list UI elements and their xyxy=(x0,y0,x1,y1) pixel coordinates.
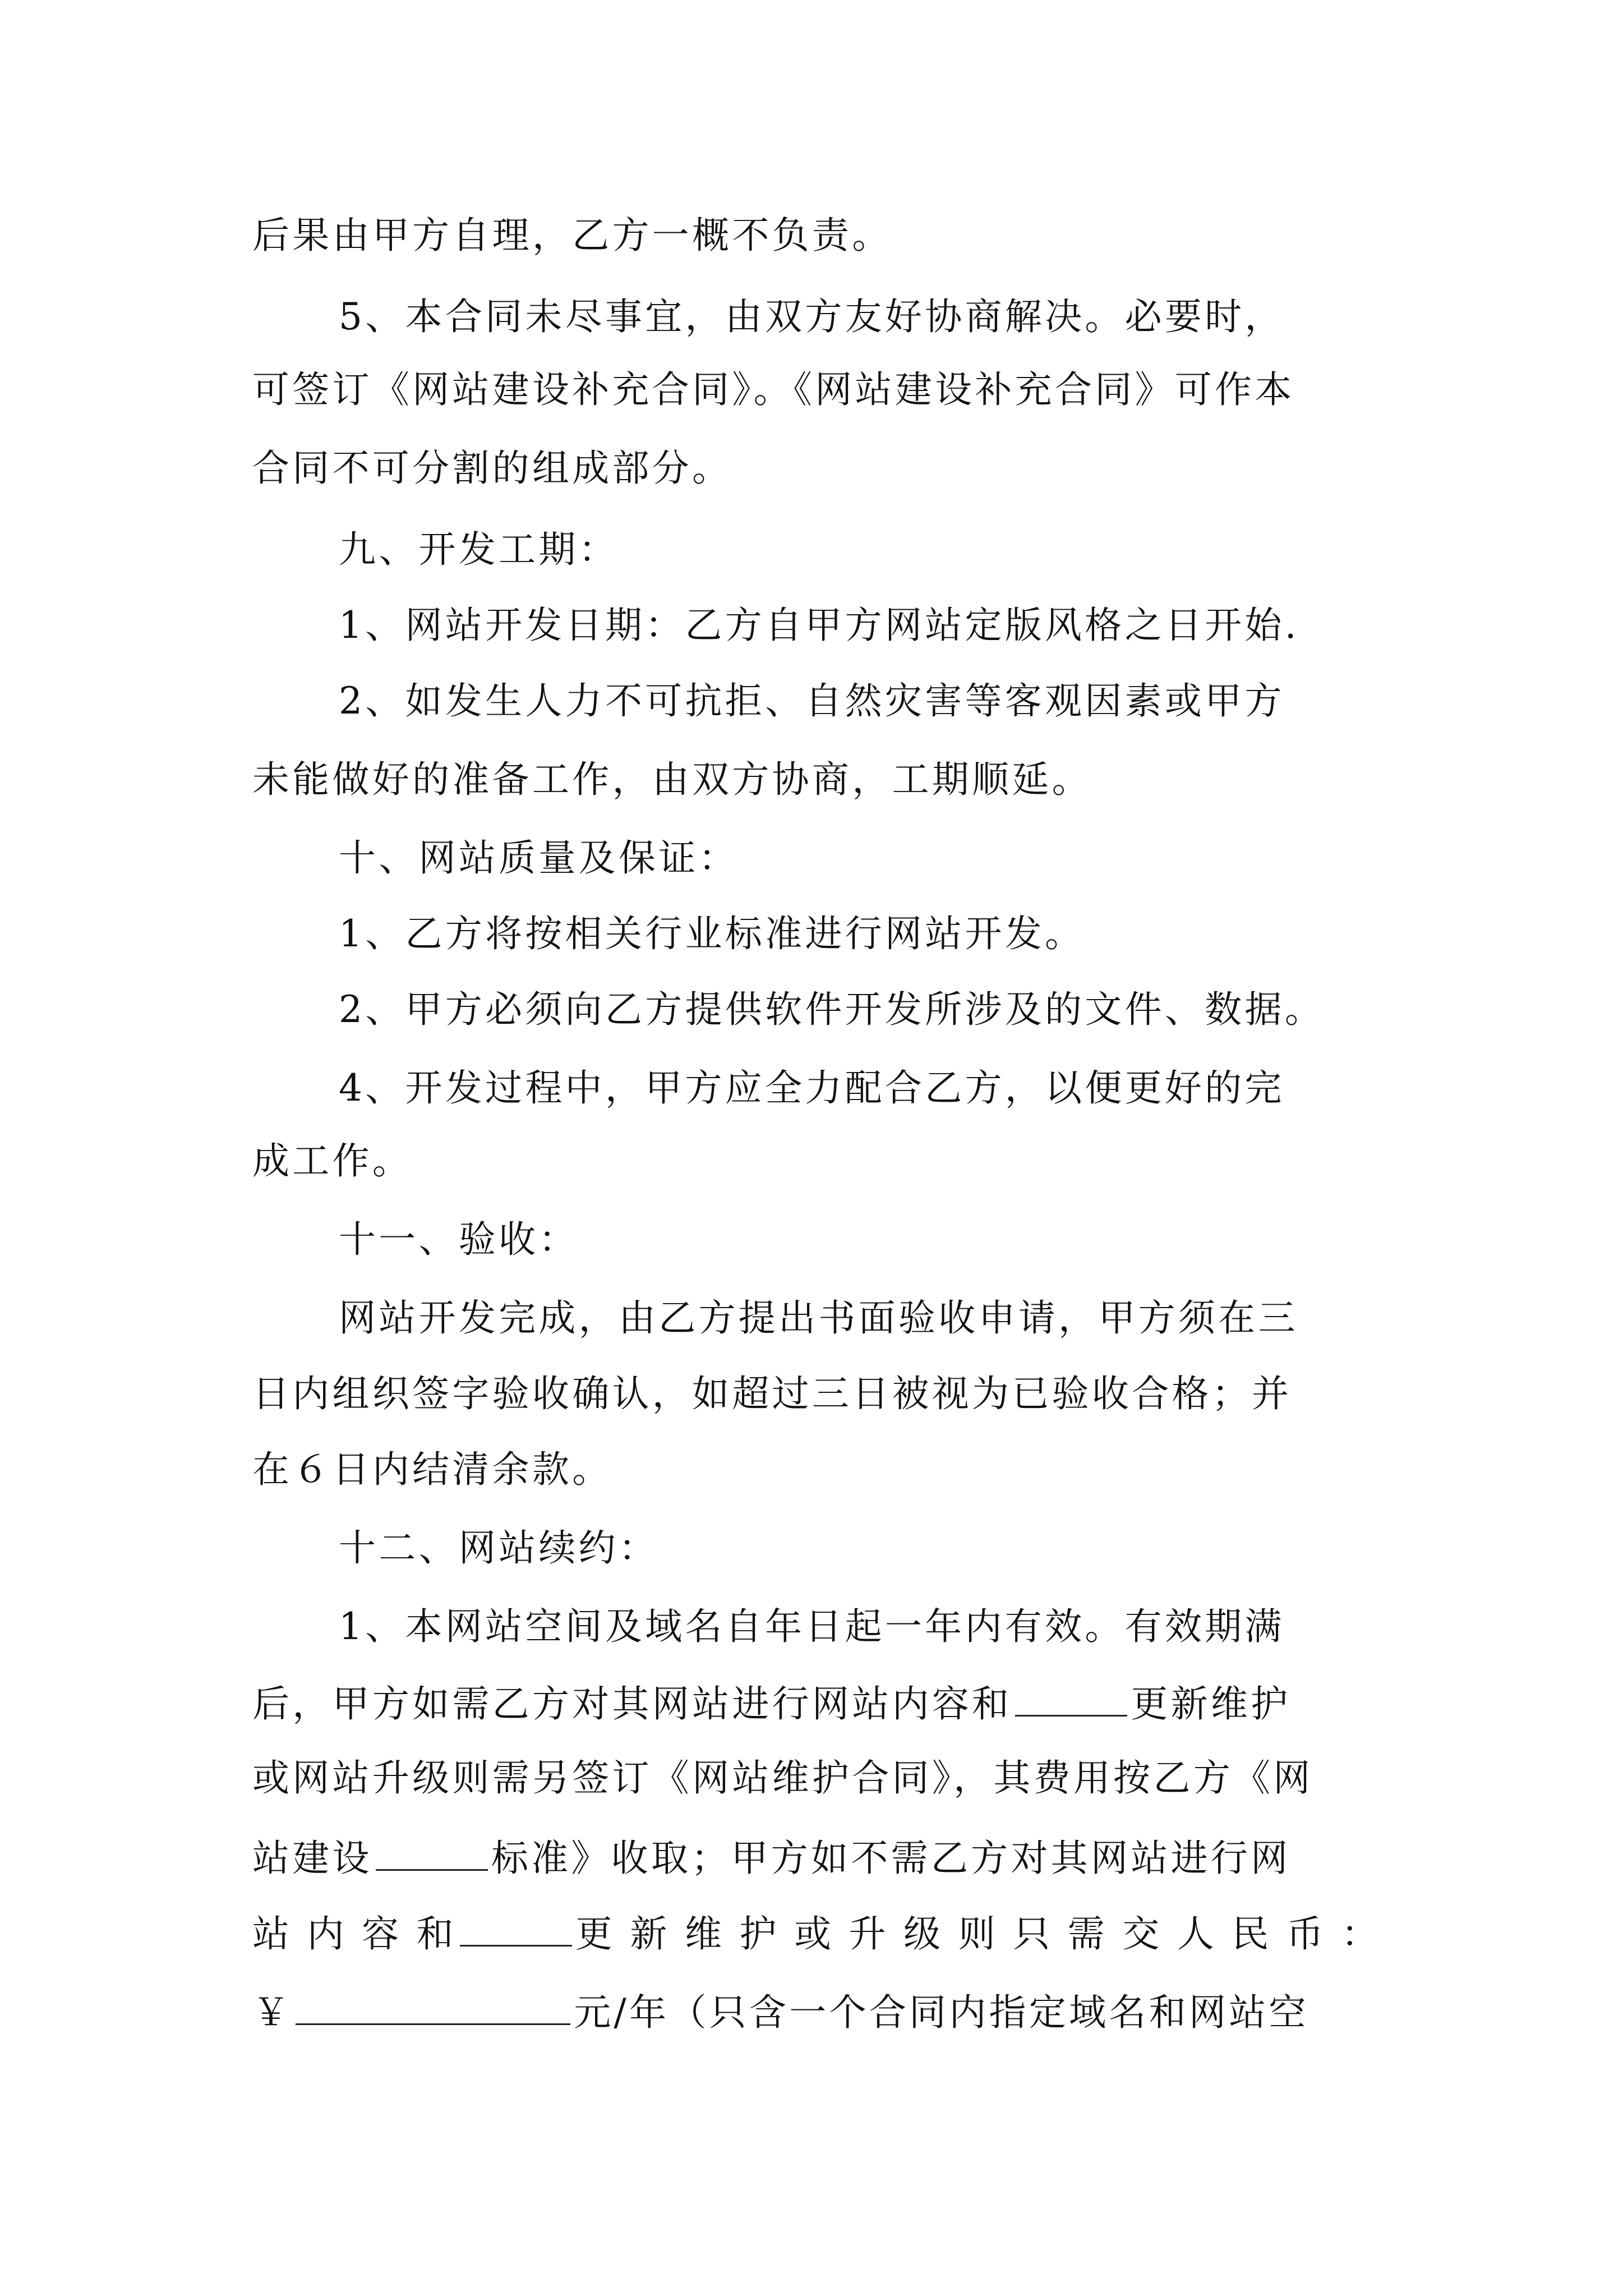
section-heading: 十二、网站续约： xyxy=(339,1526,659,1570)
text-fragment: 标准》收取；甲方如不需乙方对其网站进行网 xyxy=(491,1837,1291,1880)
currency-symbol: ￥ xyxy=(252,1991,293,2034)
text-fragment: 更新维护 xyxy=(1131,1682,1291,1726)
text-line: 2、如发生人力不可抗拒、自然灾害等客观因素或甲方 xyxy=(339,679,1285,723)
text-line: 1、乙方将按相关行业标准进行网站开发。 xyxy=(339,912,1085,955)
text-line: 后果由甲方自理，乙方一概不负责。 xyxy=(252,214,892,257)
fill-in-blank[interactable] xyxy=(460,1910,572,1947)
fill-in-blank[interactable] xyxy=(376,1834,488,1871)
text-line: 网站开发完成，由乙方提出书面验收申请，甲方须在三 xyxy=(339,1296,1298,1340)
text-line: 可签订《网站建设补充合同》。《网站建设补充合同》可作本 xyxy=(252,368,1295,411)
text-line: 2、甲方必须向乙方提供软件开发所涉及的文件、数据。 xyxy=(339,988,1325,1031)
text-line: 在６日内结清余款。 xyxy=(252,1448,612,1491)
fill-in-blank[interactable] xyxy=(1015,1680,1127,1717)
text-line: 1、网站开发日期：乙方自甲方网站定版风格之日开始. xyxy=(339,604,1299,647)
text-line: 5、本合同未尽事宜，由双方友好协商解决。必要时， xyxy=(339,295,1285,338)
text-line-with-blank xyxy=(252,1910,1381,1955)
text-line-with-blank xyxy=(252,1989,1309,2033)
text-fragment: 更 新 维 护 或 升 级 则 只 需 交 人 民 币 ： xyxy=(575,1912,1381,1955)
text-line: 未能做好的准备工作，由双方协商，工期顺延。 xyxy=(252,758,1092,801)
text-line-with-blank xyxy=(252,1834,1290,1879)
text-fragment: 站建设 xyxy=(252,1837,372,1880)
text-line: 或网站升级则需另签订《网站维护合同》，其费用按乙方《网 xyxy=(252,1756,1313,1800)
text-line: 日内组织签字验收确认，如超过三日被视为已验收合格；并 xyxy=(252,1372,1292,1415)
text-line: 合同不可分割的组成部分。 xyxy=(252,447,732,490)
section-heading: 十、网站质量及保证： xyxy=(339,836,739,880)
text-line: 4、开发过程中，甲方应全力配合乙方，以便更好的完 xyxy=(339,1066,1285,1110)
text-fragment: 后，甲方如需乙方对其网站进行网站内容和 xyxy=(252,1682,1012,1726)
section-heading: 十一、验收： xyxy=(339,1218,579,1261)
text-line-with-blank xyxy=(252,1680,1290,1725)
text-fragment: 元/年（只含一个合同内指定域名和网站空 xyxy=(574,1991,1309,2034)
fill-in-blank[interactable] xyxy=(296,1989,570,2025)
section-heading: 九、开发工期： xyxy=(339,528,619,571)
text-fragment: 站 内 容 和 xyxy=(252,1912,457,1955)
text-line: 1、本网站空间及域名自年日起一年内有效。有效期满 xyxy=(339,1605,1285,1648)
text-line: 成工作。 xyxy=(252,1139,413,1182)
